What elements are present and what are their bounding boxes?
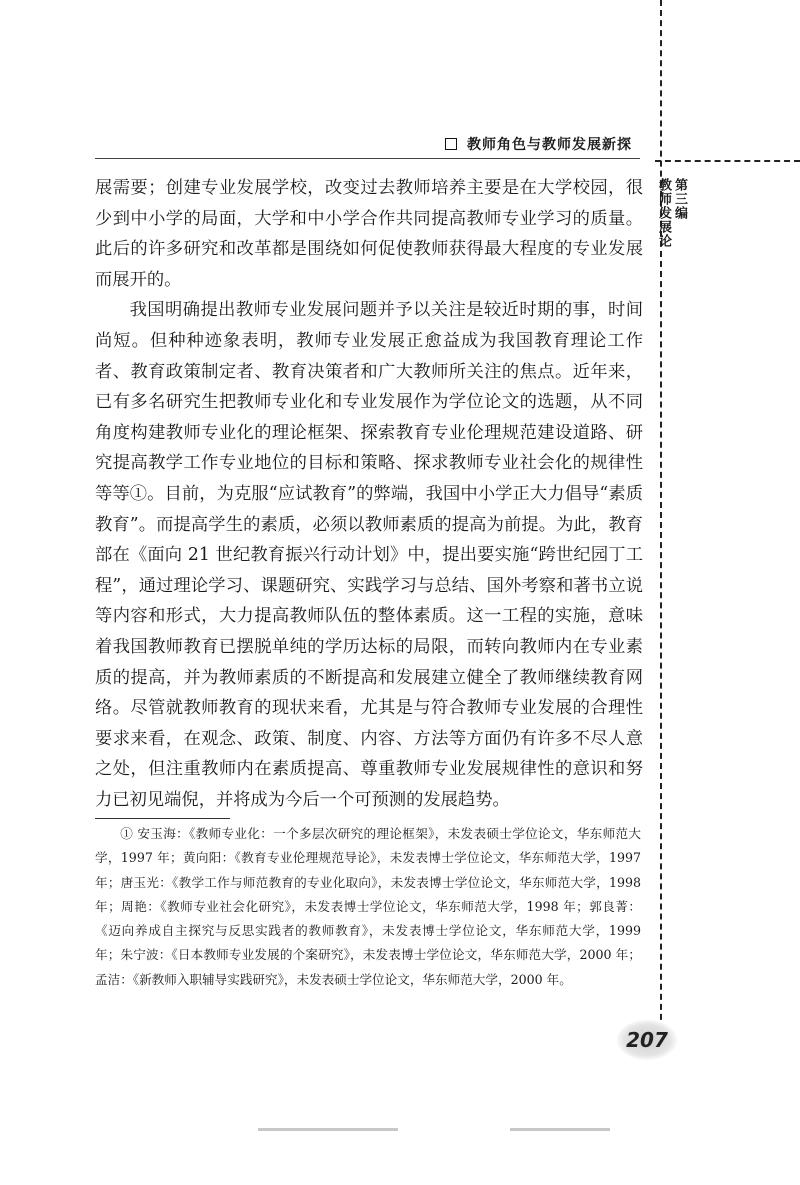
side-tab-part: 第三编	[672, 178, 687, 220]
side-tab-chapter: 教师发展论	[656, 178, 671, 248]
footnote-rule	[95, 818, 230, 819]
margin-cut-line-vertical	[660, 0, 662, 1040]
scan-artifact	[510, 1128, 610, 1131]
footnote-text: ① 安玉海：《教师专业化：一个多层次研究的理论框架》，未发表硕士学位论文，华东师范大学，1997 年；黄向阳：《教育专业伦理规范导论》，未发表博士学位论文，华东师范大学，1997 年；唐玉光：《教学工作与师范教育的专业化取向》，未发表博士学位论文，华东师范大学，1998 年；周艳：《教师专业社会化研究》，未发表博士学位论文，华东师范大学，1998 年；郭良菁：《迈向养成自主探究与反思实践者的教师教育》，未发表博士学位论文，华东师范大学，1999 年；朱宁波：《日本教师专业发展的个案研究》，未发表博士学位论文，华东师范大学，2000 年；孟洁：《新教师入职辅导实践研究》，未发表硕士学位论文，华东师范大学，2000 年。	[95, 826, 641, 987]
paragraph-2: 我国明确提出教师专业发展问题并予以关注是较近时期的事，时间尚短。但种种迹象表明，教师专业发展正愈益成为我国教育理论工作者、教育政策制定者、教育决策者和广大教师所关注的焦点。近年来，已有多名研究生把教师专业化和专业发展作为学位论文的选题，从不同角度构建教师专业化的理论框架、探索教育专业伦理规范建设道路、研究提高教学工作专业地位的目标和策略、探求教师专业社会化的规律性等等①。目前，为克服“应试教育”的弊端，我国中小学正大力倡导“素质教育”。而提高学生的素质，必须以教师素质的提高为前提。为此，教育部在《面向 21 世纪教育振兴行动计划》中，提出要实施“跨世纪园丁工程”，通过理论学习、课题研究、实践学习与总结、国外考察和著书立说等内容和形式，大力提高教师队伍的整体素质。这一工程的实施，意味着我国教师教育已摆脱单纯的学历达标的局限，而转向教师内在专业素质的提高，并为教师素质的不断提高和发展建立健全了教师继续教育网络。尽管就教师教育的现状来看，尤其是与符合教师专业发展的合理性要求来看，在观念、政策、制度、内容、方法等方面仍有许多不尽人意之处，但注重教师内在素质提高、尊重教师专业发展规律性的意识和努力已初见端倪，并将成为今后一个可预测的发展趋势。	[95, 300, 643, 810]
header-rule	[95, 158, 640, 159]
side-tab	[656, 178, 687, 248]
square-icon	[445, 138, 457, 150]
running-head-title: 教师角色与教师发展新探	[467, 137, 632, 153]
paragraph-1: 展需要；创建专业发展学校，改变过去教师培养主要是在大学校园，很少到中小学的局面，大学和中小学合作共同提高教师专业学习的质量。此后的许多研究和改革都是围绕如何促使教师获得最大程度的专业发展而展开的。	[95, 178, 643, 290]
page-number: 207	[617, 1020, 677, 1060]
body-text	[95, 173, 643, 815]
margin-cut-line-horizontal	[655, 160, 800, 162]
footnote	[95, 822, 641, 992]
running-head	[445, 134, 632, 154]
scan-artifact	[258, 1128, 398, 1131]
